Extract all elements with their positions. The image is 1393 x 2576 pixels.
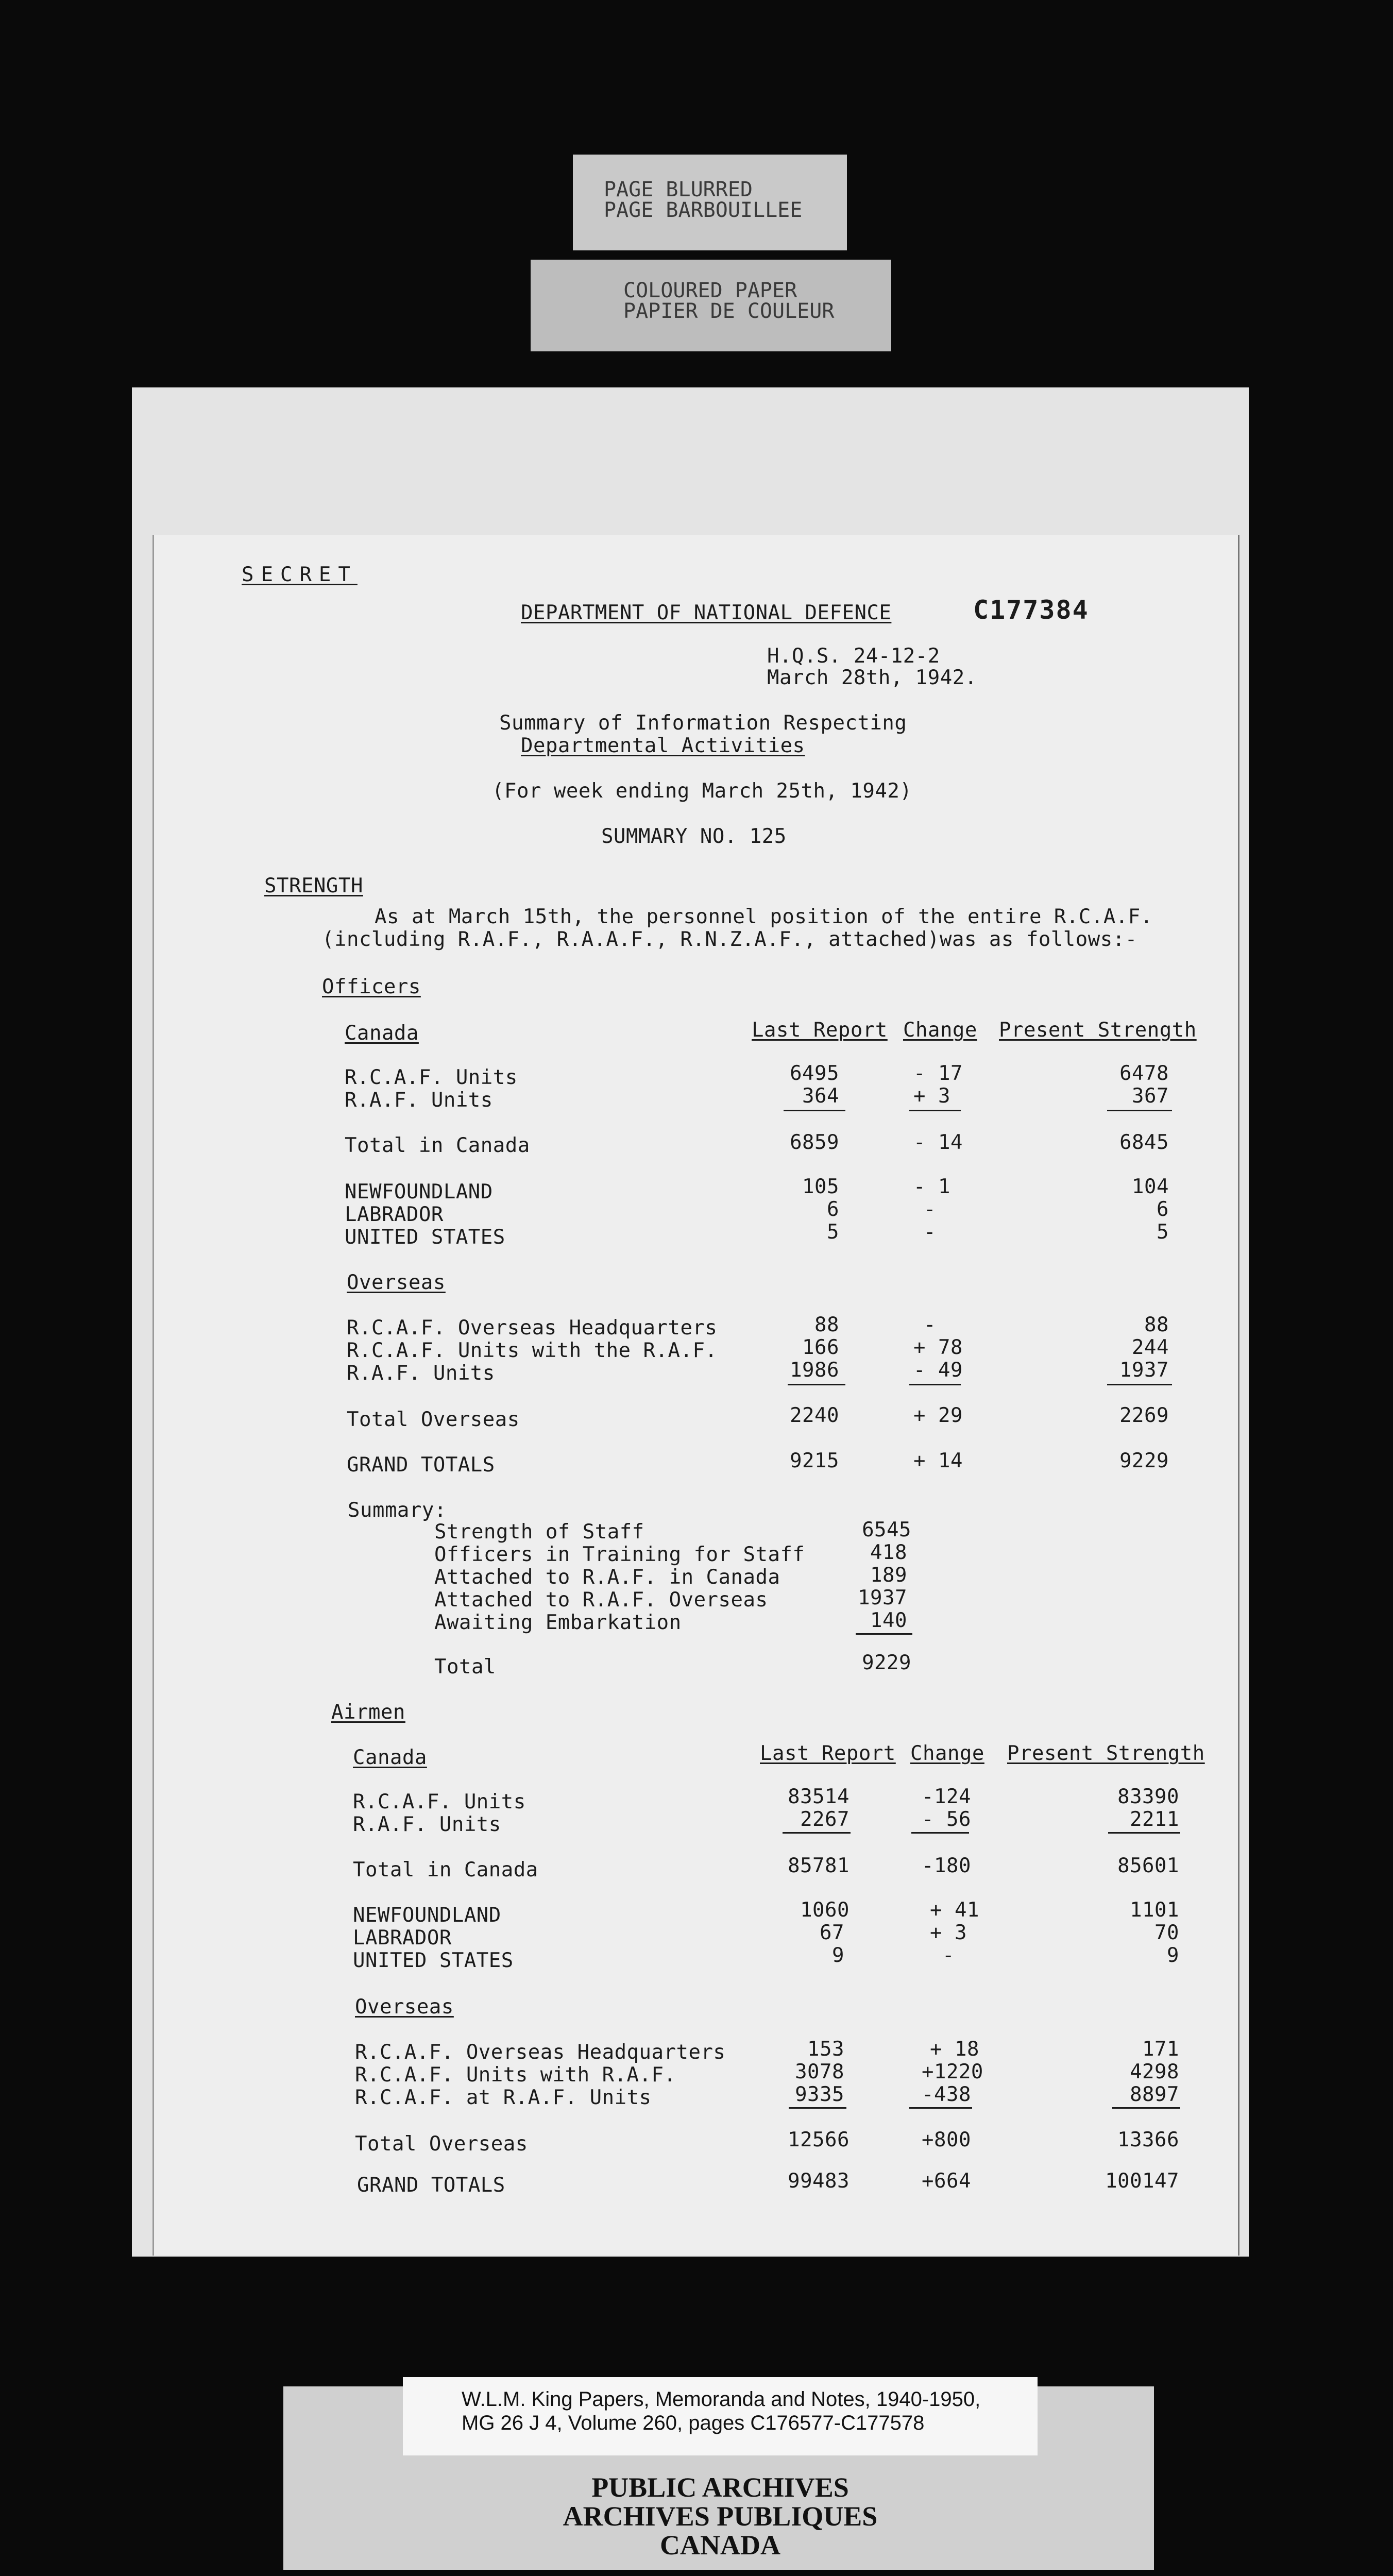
change-value: - bbox=[942, 1944, 955, 1967]
summary-label: Total bbox=[434, 1655, 496, 1679]
last-report-value: 153 bbox=[807, 2038, 844, 2061]
row-label: R.C.A.F. Units bbox=[353, 1790, 526, 1814]
summary-label: Strength of Staff bbox=[434, 1520, 644, 1544]
last-report-value: 9215 bbox=[790, 1449, 839, 1472]
last-report-value: 6495 bbox=[790, 1062, 839, 1085]
canada-subheading: Canada bbox=[353, 1746, 427, 1769]
public-archives-stamp bbox=[403, 2473, 1038, 2560]
last-report-value: 1060 bbox=[800, 1899, 850, 1922]
last-report-value: 9335 bbox=[795, 2083, 844, 2106]
column-header-change: Change bbox=[903, 1019, 977, 1042]
present-strength-value: 104 bbox=[1132, 1175, 1169, 1198]
change-value: + 41 bbox=[930, 1899, 979, 1922]
present-strength-value: 6 bbox=[1157, 1198, 1169, 1221]
last-report-value: 85781 bbox=[788, 1854, 850, 1877]
change-value: + 3 bbox=[930, 1921, 967, 1944]
last-report-value: 12566 bbox=[788, 2128, 850, 2151]
row-label: GRAND TOTALS bbox=[347, 1453, 495, 1477]
change-value: + 29 bbox=[913, 1404, 963, 1427]
row-label: R.C.A.F. Units with R.A.F. bbox=[355, 2063, 676, 2087]
last-report-value: 1986 bbox=[790, 1359, 839, 1382]
summary-value: 418 bbox=[870, 1541, 907, 1564]
change-value: -438 bbox=[922, 2083, 971, 2106]
last-report-value: 2240 bbox=[790, 1404, 839, 1427]
change-value: + 3 bbox=[913, 1084, 950, 1108]
summary-label: Officers in Training for Staff bbox=[434, 1543, 805, 1566]
overseas-subheading: Overseas bbox=[347, 1271, 446, 1294]
present-strength-value: 367 bbox=[1132, 1084, 1169, 1108]
present-strength-value: 100147 bbox=[1105, 2170, 1179, 2193]
present-strength-value: 70 bbox=[1154, 1921, 1179, 1944]
row-label: NEWFOUNDLAND bbox=[353, 1904, 501, 1927]
subtotal-rule bbox=[789, 2107, 846, 2109]
archives-line: ARCHIVES PUBLIQUES bbox=[563, 2501, 878, 2532]
change-value: - 17 bbox=[913, 1062, 963, 1085]
stamp-line: COLOURED PAPER bbox=[623, 279, 797, 302]
change-value: - 1 bbox=[913, 1175, 950, 1198]
summary-title: Summary of Information Respecting bbox=[499, 711, 907, 735]
row-label: UNITED STATES bbox=[353, 1949, 514, 1972]
subtotal-rule bbox=[1107, 1110, 1172, 1111]
archive-citation bbox=[403, 2377, 1038, 2455]
department-heading: DEPARTMENT OF NATIONAL DEFENCE bbox=[521, 601, 892, 624]
last-report-value: 166 bbox=[802, 1336, 839, 1359]
row-label: R.A.F. Units bbox=[345, 1089, 493, 1112]
secret-marking: SECRET bbox=[242, 563, 358, 586]
airmen-heading: Airmen bbox=[331, 1701, 405, 1724]
change-value: - bbox=[924, 1313, 936, 1336]
row-label: Total Overseas bbox=[347, 1408, 520, 1431]
summary-label: Attached to R.A.F. in Canada bbox=[434, 1566, 780, 1589]
subtotal-rule bbox=[909, 2107, 972, 2109]
change-value: -180 bbox=[922, 1854, 971, 1877]
document-page bbox=[152, 535, 1239, 2256]
present-strength-value: 9229 bbox=[1119, 1449, 1169, 1472]
document-number: C177384 bbox=[973, 595, 1089, 625]
archives-line: PUBLIC ARCHIVES bbox=[591, 2472, 849, 2503]
present-strength-value: 4298 bbox=[1130, 2060, 1179, 2083]
row-label: Total Overseas bbox=[355, 2132, 528, 2156]
row-label: R.C.A.F. Overseas Headquarters bbox=[355, 2041, 726, 2064]
stamp-line: PAGE BARBOUILLEE bbox=[604, 198, 803, 222]
column-header-present-strength: Present Strength bbox=[1007, 1742, 1205, 1765]
present-strength-value: 6478 bbox=[1119, 1062, 1169, 1085]
summary-value: 6545 bbox=[862, 1518, 911, 1541]
row-label: Total in Canada bbox=[353, 1858, 538, 1882]
change-value: + 14 bbox=[913, 1449, 963, 1472]
change-value: +664 bbox=[922, 2170, 971, 2193]
last-report-value: 9 bbox=[832, 1944, 844, 1967]
present-strength-value: 171 bbox=[1142, 2038, 1179, 2061]
present-strength-value: 5 bbox=[1157, 1221, 1169, 1244]
summary-number: SUMMARY NO. 125 bbox=[601, 825, 787, 848]
subtotal-rule bbox=[909, 1110, 961, 1111]
summary-value: 1937 bbox=[858, 1586, 907, 1609]
row-label: R.A.F. Units bbox=[347, 1362, 495, 1385]
present-strength-value: 1937 bbox=[1119, 1359, 1169, 1382]
change-value: +1220 bbox=[922, 2060, 983, 2083]
subtotal-rule bbox=[911, 1832, 969, 1834]
subtotal-rule bbox=[856, 1633, 912, 1635]
change-value: - 14 bbox=[913, 1131, 963, 1154]
present-strength-value: 244 bbox=[1132, 1336, 1169, 1359]
intro-line: (including R.A.F., R.A.A.F., R.N.Z.A.F., attached)was as follows:- bbox=[322, 928, 1137, 951]
summary-subtitle: Departmental Activities bbox=[521, 734, 805, 757]
row-label: R.C.A.F. Units bbox=[345, 1066, 518, 1089]
present-strength-value: 88 bbox=[1144, 1313, 1169, 1336]
week-ending: (For week ending March 25th, 1942) bbox=[492, 779, 912, 803]
stamp-line: PAPIER DE COULEUR bbox=[623, 299, 835, 323]
row-label: LABRADOR bbox=[345, 1203, 444, 1226]
change-value: - bbox=[924, 1198, 936, 1221]
last-report-value: 6 bbox=[827, 1198, 839, 1221]
present-strength-value: 1101 bbox=[1130, 1899, 1179, 1922]
summary-value: 189 bbox=[870, 1564, 907, 1587]
present-strength-value: 83390 bbox=[1117, 1785, 1179, 1808]
subtotal-rule bbox=[1108, 1832, 1180, 1834]
column-header-present-strength: Present Strength bbox=[999, 1019, 1197, 1042]
citation-line: W.L.M. King Papers, Memoranda and Notes, 1940-1950, bbox=[462, 2388, 981, 2411]
subtotal-rule bbox=[784, 1110, 845, 1111]
present-strength-value: 2269 bbox=[1119, 1404, 1169, 1427]
column-header-last-report: Last Report bbox=[752, 1019, 888, 1042]
stamp-line: PAGE BLURRED bbox=[604, 178, 753, 201]
row-label: R.A.F. Units bbox=[353, 1813, 501, 1836]
section-heading: STRENGTH bbox=[264, 874, 363, 897]
summary-heading: Summary: bbox=[348, 1499, 447, 1522]
row-label: UNITED STATES bbox=[345, 1226, 505, 1249]
change-value: +800 bbox=[922, 2128, 971, 2151]
change-value: - 49 bbox=[913, 1359, 963, 1382]
column-header-last-report: Last Report bbox=[760, 1742, 896, 1765]
summary-label: Attached to R.A.F. Overseas bbox=[434, 1588, 768, 1612]
subtotal-rule bbox=[788, 1384, 845, 1385]
last-report-value: 88 bbox=[814, 1313, 839, 1336]
citation-line: MG 26 J 4, Volume 260, pages C176577-C177578 bbox=[462, 2412, 925, 2434]
row-label: R.C.A.F. Overseas Headquarters bbox=[347, 1316, 718, 1340]
last-report-value: 105 bbox=[802, 1175, 839, 1198]
row-label: Total in Canada bbox=[345, 1134, 530, 1157]
present-strength-value: 13366 bbox=[1117, 2128, 1179, 2151]
summary-value: 9229 bbox=[862, 1651, 911, 1674]
archives-line: CANADA bbox=[660, 2530, 780, 2561]
coloured-paper-stamp bbox=[531, 260, 891, 351]
document-date: March 28th, 1942. bbox=[767, 666, 977, 689]
row-label: NEWFOUNDLAND bbox=[345, 1180, 493, 1204]
row-label: R.C.A.F. at R.A.F. Units bbox=[355, 2086, 652, 2109]
change-value: - bbox=[924, 1221, 936, 1244]
hqs-reference: H.Q.S. 24-12-2 bbox=[767, 645, 940, 668]
last-report-value: 3078 bbox=[795, 2060, 844, 2083]
subtotal-rule bbox=[1112, 2107, 1180, 2109]
row-label: R.C.A.F. Units with the R.A.F. bbox=[347, 1339, 718, 1362]
subtotal-rule bbox=[783, 1832, 851, 1834]
present-strength-value: 2211 bbox=[1130, 1808, 1179, 1831]
row-label: GRAND TOTALS bbox=[357, 2174, 505, 2197]
present-strength-value: 8897 bbox=[1130, 2083, 1179, 2106]
overseas-subheading: Overseas bbox=[355, 1995, 454, 2019]
last-report-value: 2267 bbox=[800, 1808, 850, 1831]
page-blurred-stamp bbox=[573, 155, 847, 250]
last-report-value: 6859 bbox=[790, 1131, 839, 1154]
column-header-change: Change bbox=[910, 1742, 984, 1765]
row-label: LABRADOR bbox=[353, 1926, 452, 1950]
subtotal-rule bbox=[1107, 1384, 1172, 1385]
present-strength-value: 9 bbox=[1167, 1944, 1179, 1967]
change-value: - 56 bbox=[922, 1808, 971, 1831]
change-value: + 78 bbox=[913, 1336, 963, 1359]
last-report-value: 5 bbox=[827, 1221, 839, 1244]
last-report-value: 67 bbox=[820, 1921, 844, 1944]
present-strength-value: 85601 bbox=[1117, 1854, 1179, 1877]
summary-label: Awaiting Embarkation bbox=[434, 1611, 682, 1634]
last-report-value: 99483 bbox=[788, 2170, 850, 2193]
present-strength-value: 6845 bbox=[1119, 1131, 1169, 1154]
subtotal-rule bbox=[909, 1384, 961, 1385]
last-report-value: 83514 bbox=[788, 1785, 850, 1808]
officers-heading: Officers bbox=[322, 975, 421, 998]
change-value: + 18 bbox=[930, 2038, 979, 2061]
canada-subheading: Canada bbox=[345, 1022, 419, 1045]
change-value: -124 bbox=[922, 1785, 971, 1808]
last-report-value: 364 bbox=[802, 1084, 839, 1108]
summary-value: 140 bbox=[870, 1609, 907, 1632]
intro-line: As at March 15th, the personnel position of the entire R.C.A.F. bbox=[375, 905, 1153, 928]
